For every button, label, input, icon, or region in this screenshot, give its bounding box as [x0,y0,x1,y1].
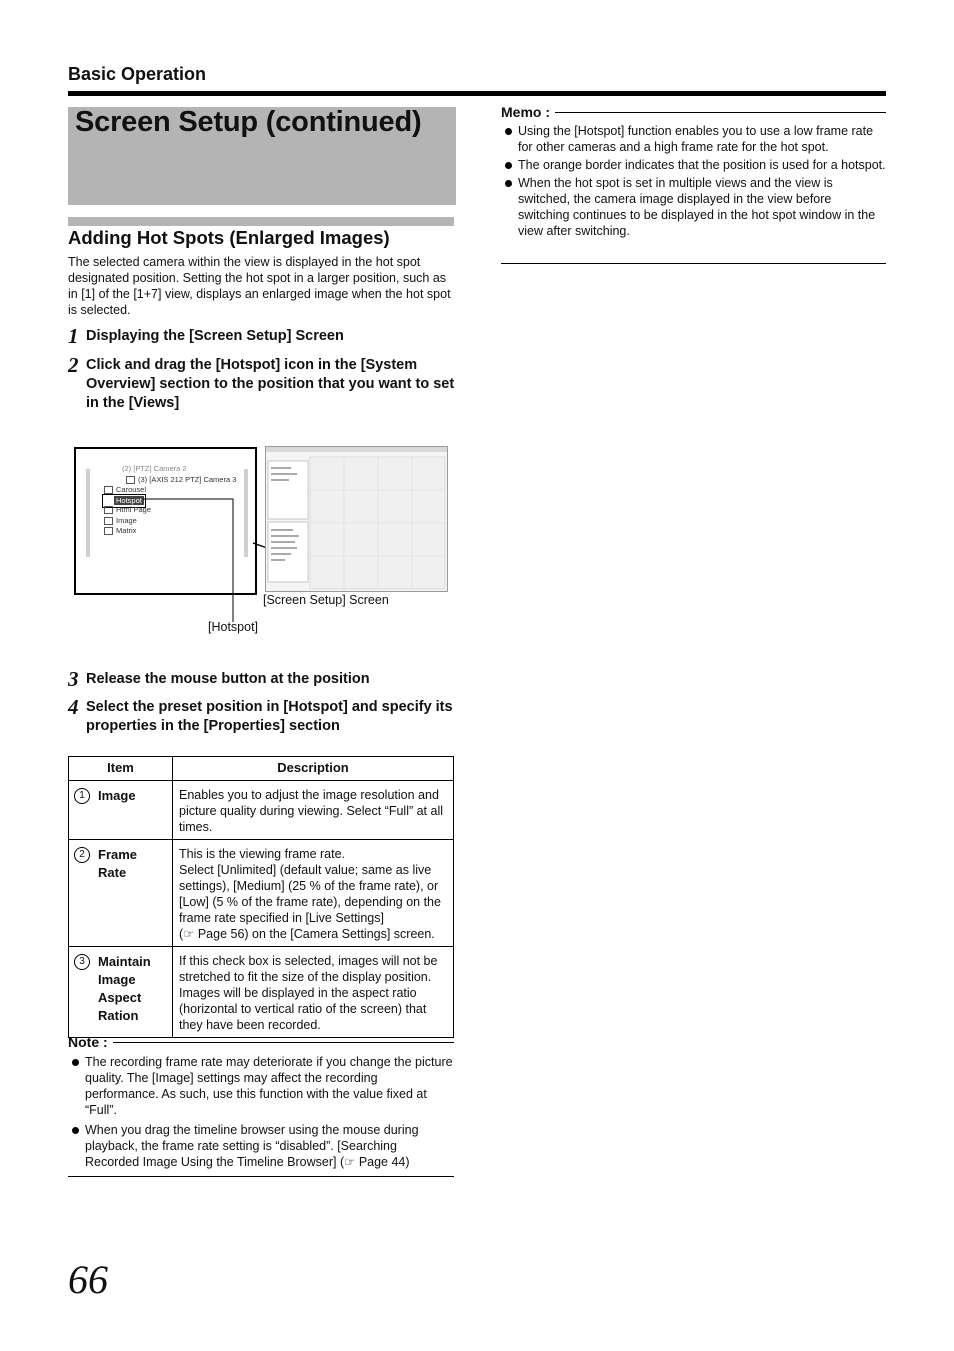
list-item: When you drag the timeline browser using the mouse during playback, the frame rate setting is “disabled”. [Searching Recorded Image Using the Timeline Browser] (☞ Page 44) [68,1122,454,1170]
page-number: 66 [68,1257,108,1302]
table-header-row [69,757,454,781]
note-label: Note : [68,1034,108,1050]
description-cell: This is the viewing frame rate. Select [Unlimited] (default value; same as live settings), [Medium] (25 % of the frame rate), or [Low] (5 % of the frame rate), depending on the frame rate specified in [Live Settings] (☞ Page 56) on the [Camera Settings] screen. [173,840,454,947]
memo-end-rule [501,263,886,264]
step-text: Select the preset position in [Hotspot] and specify its properties in the [Properties] section [86,699,453,734]
memo-heading [501,104,886,120]
step-number: 2 [68,353,79,377]
memo-list [501,123,886,241]
item-cell [69,947,173,1038]
hotspot-callout-line [143,499,233,622]
description-cell: If this check box is selected, images will not be stretched to fit the size of the display position. Images will be displayed in the aspect ratio (horizontal to vertical ratio of the screen) that they have been recorded. [173,947,454,1038]
column-header-description: Description [173,757,454,781]
page-title: Screen Setup (continued) [75,106,422,138]
step-number: 4 [68,695,79,719]
figure-caption-screen: [Screen Setup] Screen [263,593,389,607]
item-number: 2 [74,847,90,863]
tree-item: Carousel [104,485,146,494]
step-3 [68,667,458,691]
section-heading: Adding Hot Spots (Enlarged Images) [68,227,390,248]
item-number: 1 [74,788,90,804]
tree-item: (3) [AXIS 212 PTZ] Camera 3 [126,475,236,484]
table-row [69,840,454,947]
list-item: Using the [Hotspot] function enables you to use a low frame rate for other cameras and a high frame rate for the hot spot. [501,123,886,155]
step-text: Release the mouse button at the position [86,671,370,687]
list-item: When the hot spot is set in multiple views and the view is switched, the camera image displayed in the view before switching continues to be displayed in the hot spot window in the view after switching. [501,175,886,239]
table-row [69,781,454,840]
description-cell: Enables you to adjust the image resolution and picture quality during viewing. Select “Full” at all times. [173,781,454,840]
properties-table [68,756,454,1038]
memo-label: Memo : [501,104,550,120]
list-item: The orange border indicates that the position is used for a hotspot. [501,157,886,173]
item-cell [69,781,173,840]
note-end-rule [68,1176,454,1177]
step-number: 1 [68,324,79,348]
step-text: Click and drag the [Hotspot] icon in the [System Overview] section to the position that you want to set in the [Views] [86,357,455,411]
tree-item: Html Page [104,505,151,514]
item-number: 3 [74,954,90,970]
intro-paragraph: The selected camera within the view is displayed in the hot spot designated position. Setting the hot spot in a larger position, such as in [1] of the [1+7] view, displays an enlarged image when the hot spot is selected. [68,255,451,317]
section-label: Basic Operation [68,64,207,84]
table-row [69,947,454,1038]
item-cell [69,840,173,947]
column-header-item: Item [69,757,173,781]
step-number: 3 [68,667,79,691]
tree-item: Matrix [104,526,136,535]
item-name: Maintain Image Aspect Ration [98,954,151,1023]
step-text: Displaying the [Screen Setup] Screen [86,328,344,344]
note-list [68,1054,454,1172]
note-heading [68,1034,454,1050]
tree-item: (2) [PTZ] Camera 2 [122,464,187,473]
screen-setup-thumbnail-graphic [266,447,447,591]
tree-item-hotspot[interactable]: Hotspot [116,496,142,505]
step-4 [68,695,458,736]
screen-setup-thumbnail [265,446,448,592]
tree-item: Image [104,516,137,525]
item-name: Frame Rate [98,847,138,880]
list-item: The recording frame rate may deteriorate if you change the picture quality. The [Image] settings may affect the recording performance. As such, use this function with the value fixed at “Full”. [68,1054,454,1118]
figure-caption-hotspot: [Hotspot] [208,620,259,634]
item-name: Image [98,788,136,803]
